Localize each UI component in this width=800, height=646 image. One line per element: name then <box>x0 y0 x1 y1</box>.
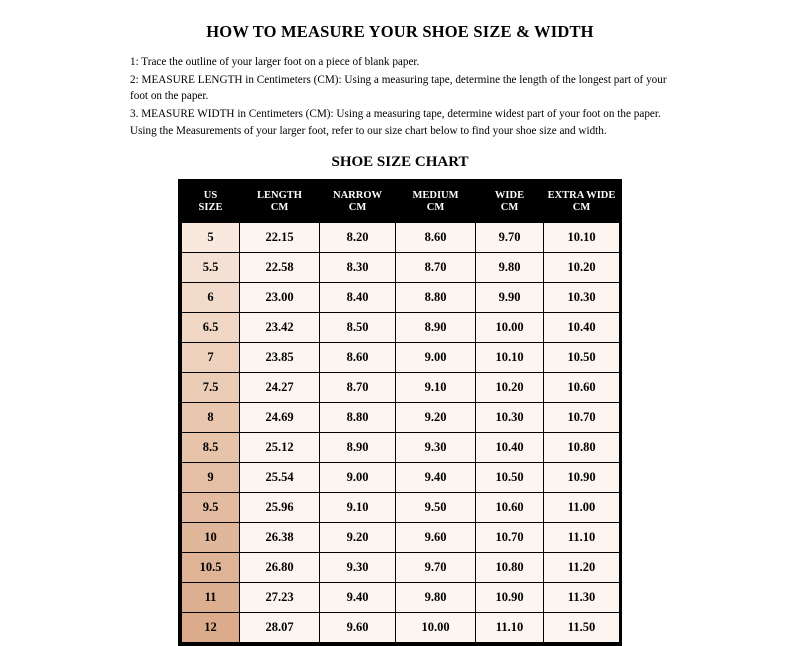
cell-wide: 10.60 <box>476 493 544 523</box>
cell-us-size: 6.5 <box>182 313 240 343</box>
column-header-sub: CM <box>426 201 445 213</box>
cell-us-size: 11 <box>182 583 240 613</box>
cell-length: 24.69 <box>240 403 320 433</box>
cell-length: 23.42 <box>240 313 320 343</box>
cell-us-size: 8.5 <box>182 433 240 463</box>
cell-wide: 10.70 <box>476 523 544 553</box>
cell-extra-wide: 10.60 <box>544 373 620 403</box>
cell-medium: 8.60 <box>396 223 476 253</box>
cell-length: 26.80 <box>240 553 320 583</box>
cell-wide: 10.80 <box>476 553 544 583</box>
cell-medium: 9.20 <box>396 403 476 433</box>
cell-length: 26.38 <box>240 523 320 553</box>
cell-narrow: 9.40 <box>320 583 396 613</box>
cell-medium: 8.70 <box>396 253 476 283</box>
cell-extra-wide: 10.90 <box>544 463 620 493</box>
cell-medium: 9.00 <box>396 343 476 373</box>
cell-wide: 10.00 <box>476 313 544 343</box>
cell-narrow: 9.30 <box>320 553 396 583</box>
cell-us-size: 6 <box>182 283 240 313</box>
cell-extra-wide: 10.40 <box>544 313 620 343</box>
cell-wide: 9.90 <box>476 283 544 313</box>
instruction-line-3: 3. MEASURE WIDTH in Centimeters (CM): Using a measuring tape, determine widest part of your foot on the paper. <box>130 107 661 120</box>
cell-medium: 10.00 <box>396 613 476 643</box>
table-row <box>182 373 620 403</box>
cell-wide: 10.40 <box>476 433 544 463</box>
table-row <box>182 223 620 253</box>
cell-narrow: 8.20 <box>320 223 396 253</box>
cell-medium: 9.70 <box>396 553 476 583</box>
cell-wide: 10.90 <box>476 583 544 613</box>
table-row <box>182 463 620 493</box>
cell-us-size: 7 <box>182 343 240 373</box>
table-row <box>182 523 620 553</box>
cell-us-size: 5.5 <box>182 253 240 283</box>
size-chart-table-wrapper <box>178 179 622 646</box>
cell-medium: 8.80 <box>396 283 476 313</box>
cell-narrow: 8.80 <box>320 403 396 433</box>
cell-length: 28.07 <box>240 613 320 643</box>
table-row <box>182 343 620 373</box>
cell-narrow: 9.10 <box>320 493 396 523</box>
cell-length: 24.27 <box>240 373 320 403</box>
cell-extra-wide: 11.20 <box>544 553 620 583</box>
cell-medium: 9.40 <box>396 463 476 493</box>
instructions-block <box>130 54 670 140</box>
table-row <box>182 493 620 523</box>
column-header-medium <box>396 182 476 222</box>
cell-narrow: 9.00 <box>320 463 396 493</box>
table-header <box>182 182 620 222</box>
cell-us-size: 7.5 <box>182 373 240 403</box>
cell-wide: 10.50 <box>476 463 544 493</box>
cell-wide: 10.30 <box>476 403 544 433</box>
cell-extra-wide: 10.80 <box>544 433 620 463</box>
cell-extra-wide: 11.00 <box>544 493 620 523</box>
column-header-sub: SIZE <box>198 201 223 213</box>
cell-medium: 9.80 <box>396 583 476 613</box>
table-row <box>182 253 620 283</box>
cell-length: 25.12 <box>240 433 320 463</box>
cell-wide: 9.80 <box>476 253 544 283</box>
cell-narrow: 8.60 <box>320 343 396 373</box>
cell-narrow: 9.20 <box>320 523 396 553</box>
column-header-length <box>240 182 320 222</box>
instruction-line-1: 1: Trace the outline of your larger foot on a piece of blank paper. <box>130 56 420 68</box>
cell-length: 23.85 <box>240 343 320 373</box>
column-header-extra-wide <box>544 182 620 222</box>
table-row <box>182 553 620 583</box>
cell-length: 23.00 <box>240 283 320 313</box>
cell-narrow: 8.40 <box>320 283 396 313</box>
page-title: HOW TO MEASURE YOUR SHOE SIZE & WIDTH <box>206 22 594 41</box>
cell-us-size: 5 <box>182 223 240 253</box>
column-header-main: MEDIUM <box>412 189 459 201</box>
size-chart-table <box>181 182 620 643</box>
cell-narrow: 8.70 <box>320 373 396 403</box>
cell-wide: 10.10 <box>476 343 544 373</box>
column-header-wide <box>476 182 544 222</box>
column-header-main: EXTRA WIDE <box>547 189 616 201</box>
cell-wide: 11.10 <box>476 613 544 643</box>
column-header-main: WIDE <box>494 189 525 201</box>
cell-extra-wide: 10.50 <box>544 343 620 373</box>
cell-us-size: 9.5 <box>182 493 240 523</box>
cell-length: 22.58 <box>240 253 320 283</box>
cell-narrow: 8.50 <box>320 313 396 343</box>
instruction-line-4: Using the Measurements of your larger foot, refer to our size chart below to find your shoe size and width. <box>130 125 607 138</box>
table-row <box>182 313 620 343</box>
table-row <box>182 283 620 313</box>
cell-medium: 8.90 <box>396 313 476 343</box>
cell-extra-wide: 10.10 <box>544 223 620 253</box>
column-header-main: NARROW <box>333 189 382 201</box>
cell-us-size: 10 <box>182 523 240 553</box>
column-header-sub: CM <box>348 201 367 213</box>
column-header-narrow <box>320 182 396 222</box>
cell-us-size: 8 <box>182 403 240 433</box>
cell-narrow: 8.30 <box>320 253 396 283</box>
cell-length: 27.23 <box>240 583 320 613</box>
cell-extra-wide: 10.20 <box>544 253 620 283</box>
table-row <box>182 403 620 433</box>
column-header-us-size <box>182 182 240 222</box>
table-body <box>182 223 620 643</box>
cell-narrow: 9.60 <box>320 613 396 643</box>
cell-extra-wide: 10.30 <box>544 283 620 313</box>
cell-medium: 9.10 <box>396 373 476 403</box>
column-header-sub: CM <box>500 201 519 213</box>
cell-medium: 9.30 <box>396 433 476 463</box>
table-header-row <box>182 182 620 222</box>
cell-medium: 9.60 <box>396 523 476 553</box>
column-header-main: US <box>203 189 218 201</box>
chart-title: SHOE SIZE CHART <box>331 153 469 170</box>
cell-length: 25.96 <box>240 493 320 523</box>
cell-wide: 9.70 <box>476 223 544 253</box>
cell-narrow: 8.90 <box>320 433 396 463</box>
instruction-line-2: 2: MEASURE LENGTH in Centimeters (CM): Using a measuring tape, determine the length of the longest part of your foot on the paper. <box>130 73 667 103</box>
cell-wide: 10.20 <box>476 373 544 403</box>
column-header-sub: CM <box>572 201 591 213</box>
cell-us-size: 10.5 <box>182 553 240 583</box>
column-header-sub: CM <box>270 201 289 213</box>
cell-length: 22.15 <box>240 223 320 253</box>
column-header-main: LENGTH <box>257 189 302 201</box>
cell-us-size: 12 <box>182 613 240 643</box>
cell-us-size: 9 <box>182 463 240 493</box>
table-row <box>182 583 620 613</box>
table-row <box>182 433 620 463</box>
cell-extra-wide: 11.30 <box>544 583 620 613</box>
cell-extra-wide: 10.70 <box>544 403 620 433</box>
cell-extra-wide: 11.50 <box>544 613 620 643</box>
cell-medium: 9.50 <box>396 493 476 523</box>
cell-length: 25.54 <box>240 463 320 493</box>
cell-extra-wide: 11.10 <box>544 523 620 553</box>
table-row <box>182 613 620 643</box>
